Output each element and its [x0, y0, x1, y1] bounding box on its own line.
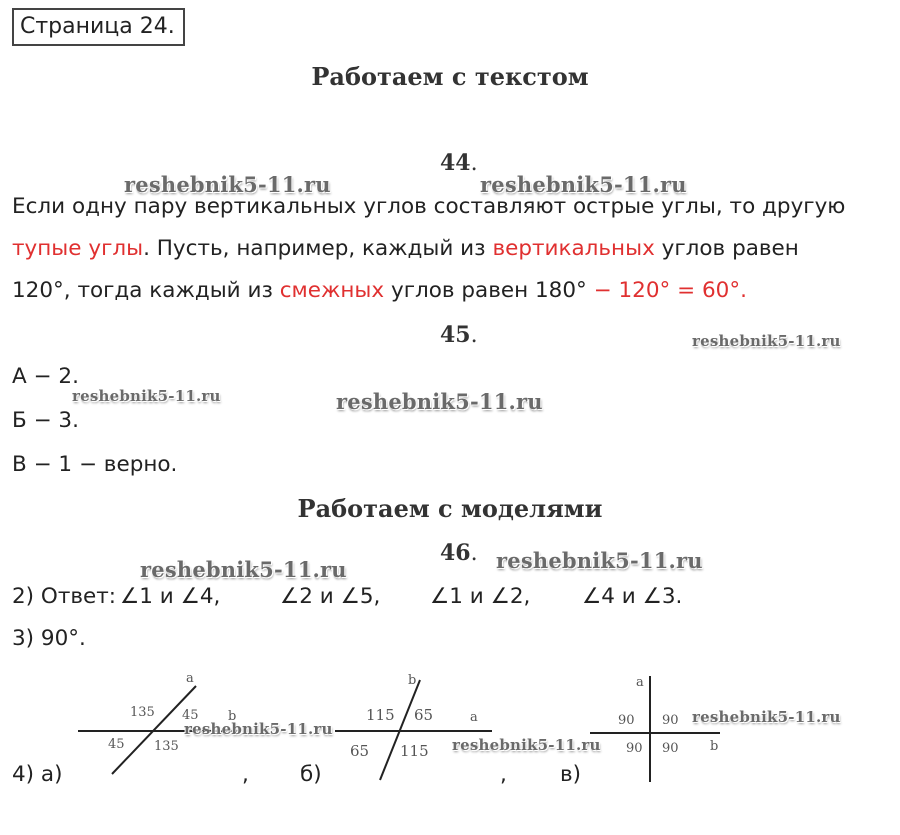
figure-c-label-b: b	[710, 739, 719, 754]
watermark: reshebnik5-11.ru	[184, 720, 333, 738]
page-label-text: Страница 24	[20, 14, 168, 39]
task-46-pair-2: ∠2 и ∠5,	[280, 584, 381, 609]
task-46-comma-2: ,	[500, 762, 507, 787]
figure-b-angle-tl: 115	[366, 706, 395, 724]
task-46-item-4a: 4) а)	[12, 762, 63, 787]
figure-a-angle-bl: 45	[108, 737, 125, 752]
section-title-text: Работаем с текстом	[311, 62, 589, 91]
figure-a-angle-tl: 135	[130, 705, 155, 720]
figure-a-angle-br: 135	[154, 739, 179, 754]
watermark: reshebnik5-11.ru	[692, 332, 841, 350]
figure-c-angle-tl: 90	[618, 713, 635, 728]
task-44-line-2: тупые углы. Пусть, например, каждый из вертикальных углов равен	[12, 236, 799, 261]
task-46-item-4b: б)	[300, 762, 322, 787]
figure-b-angle-tr: 65	[414, 706, 434, 724]
page-label: Страница 24.	[12, 8, 185, 46]
figure-c-angle-tr: 90	[662, 713, 679, 728]
figure-b-angle-bl: 65	[350, 742, 370, 760]
task-46-pair-3: ∠1 и ∠2,	[430, 584, 531, 609]
task-45-item-a: А − 2.	[12, 364, 79, 389]
watermark: reshebnik5-11.ru	[140, 557, 347, 582]
task-46-number: 46.	[440, 540, 478, 566]
task-46-pair-1: ∠1 и ∠4,	[120, 584, 221, 609]
task-44-line-1: Если одну пару вертикальных углов составляют острые углы, то другую	[12, 194, 846, 219]
watermark: reshebnik5-11.ru	[336, 389, 543, 414]
watermark: reshebnik5-11.ru	[72, 387, 221, 405]
figure-a-labels	[108, 671, 236, 754]
figure-c-label-a: a	[636, 675, 644, 690]
watermark: reshebnik5-11.ru	[496, 548, 703, 573]
watermark: reshebnik5-11.ru	[480, 172, 687, 197]
watermark: reshebnik5-11.ru	[692, 708, 841, 726]
figure-c	[590, 676, 720, 782]
section-2-title: Работаем с моделями	[297, 494, 603, 523]
task-46-item-3: 3) 90°.	[12, 626, 86, 651]
task-45-item-b: Б − 3.	[12, 408, 79, 433]
task-44-line-3: 120°, тогда каждый из смежных углов равен 180° − 120° = 60°.	[12, 278, 747, 303]
watermark: reshebnik5-11.ru	[452, 736, 601, 754]
task-45-number: 45.	[440, 322, 478, 348]
figure-b	[335, 680, 492, 780]
task-46-pair-4: ∠4 и ∠3.	[582, 584, 683, 609]
task-45-item-c: В − 1 − верно.	[12, 452, 178, 477]
figure-b-label-b: b	[408, 673, 417, 688]
task-46-item-4c: в)	[560, 762, 582, 787]
figure-c-angle-br: 90	[662, 741, 679, 756]
figure-b-angle-br: 115	[400, 742, 429, 760]
watermark: reshebnik5-11.ru	[124, 172, 331, 197]
task-46-answer-prefix: 2) Ответ:	[12, 584, 117, 609]
figure-a-angle-tr: 45	[182, 708, 199, 723]
figure-a-label-a: a	[186, 671, 194, 686]
task-46-comma-1: ,	[242, 762, 249, 787]
figure-b-label-a: a	[470, 710, 478, 725]
figure-a-label-b: b	[228, 709, 237, 724]
task-44-number: 44.	[440, 150, 478, 176]
figure-c-angle-bl: 90	[626, 741, 643, 756]
